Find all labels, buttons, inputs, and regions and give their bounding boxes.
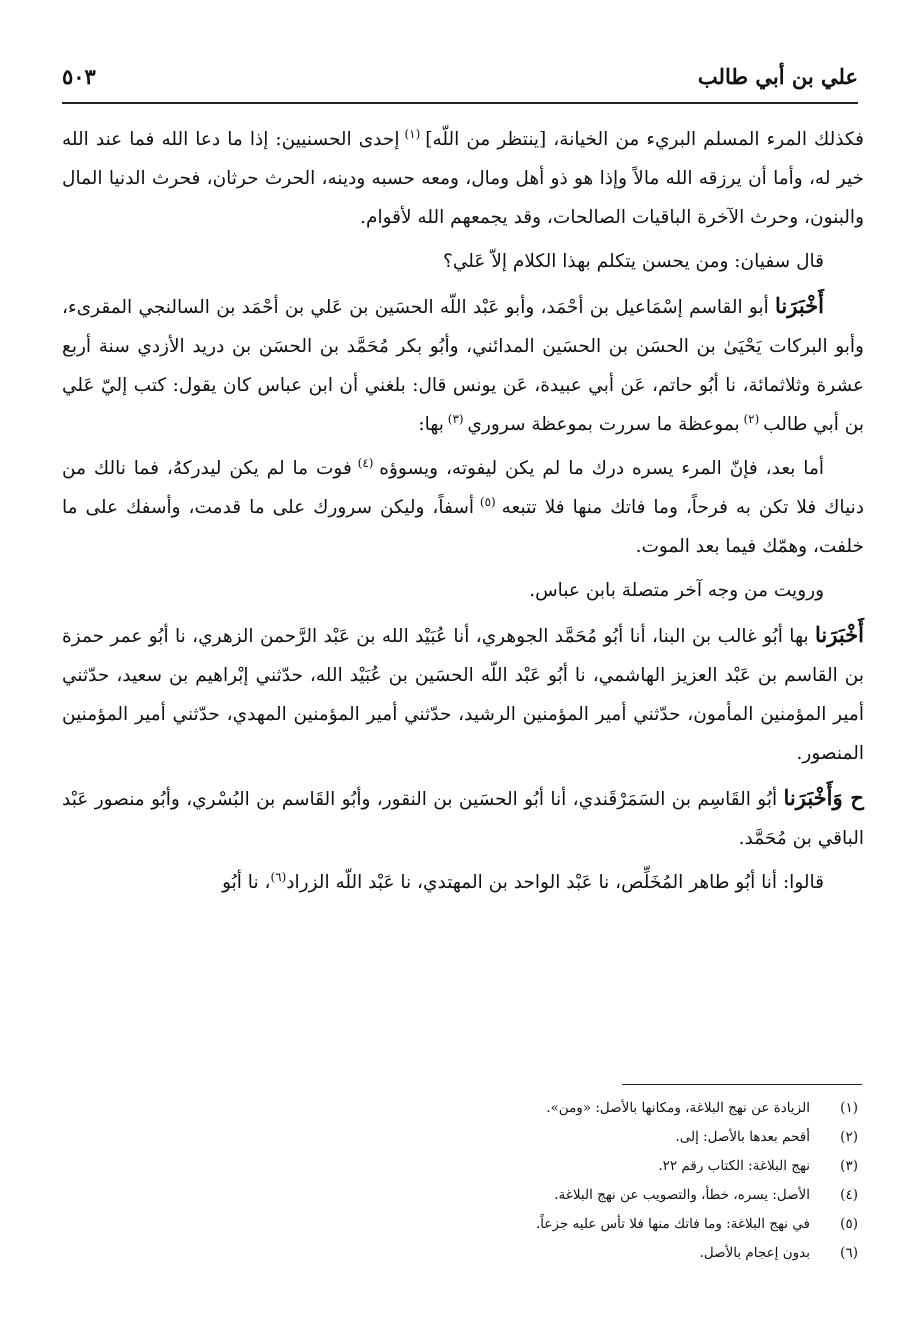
paragraph-text: أسفاً، وليكن سرورك على ما قدمت، وأسفك على ما خلفت، وهمّك فيما بعد الموت. bbox=[62, 497, 864, 557]
paragraph bbox=[62, 571, 864, 610]
footnote-text: في نهج البلاغة: وما فاتك منها فلا تأس عليه جزعاً. bbox=[535, 1216, 810, 1232]
footnote bbox=[62, 1239, 858, 1268]
paragraph bbox=[62, 863, 864, 902]
footnote-ref: (٤) bbox=[351, 455, 380, 470]
paragraph-text: إحدى الحسنيين: إذا ما دعا الله فما عند الله خير له، وأما أن يرزقه الله مالاً وإذا هو ذو أهل ومال، ومعه حسبه ودينه، الحرث حرثان، فحرث الدنيا المال والبنون، وحرث الآخرة الباقيات الصالحات، وقد يجمعهم الله لأقوام. bbox=[62, 129, 864, 228]
footnote-number: (٢) bbox=[840, 1129, 858, 1145]
footnote-number: (٤) bbox=[840, 1187, 858, 1203]
isnad-keyword: أَخْبَرَنا bbox=[775, 293, 824, 318]
footnote-ref: (٦) bbox=[270, 869, 287, 884]
footnote-ref: (١) bbox=[399, 126, 426, 141]
paragraph-text: أبو القاسم إسْمَاعيل بن أحْمَد، وأبو عَبْد اللّه الحسَين بن عَلي بن أحْمَد بن السالنجي المقرىء، وأبو البركات يَحْيَىٰ بن الحسَن بن الحسَين المدائني، وأبُو بكر مُحَمَّد بن الحسَن بن دريد الأزدي سنة أربع عشرة وثلاثمائة، نا أبُو حاتم، عَن أبي عبيدة، عَن يونس قال: بلغني أن ابن عباس كان يقول: كتب إليّ عَلي بن أبي طالب bbox=[62, 297, 864, 435]
footnote-separator bbox=[622, 1084, 862, 1085]
footnote-text: نهج البلاغة: الكتاب رقم ٢٢. bbox=[658, 1158, 810, 1174]
footnote bbox=[62, 1181, 858, 1210]
footnote bbox=[62, 1152, 858, 1181]
footnote-number: (١) bbox=[840, 1100, 858, 1116]
footnote-number: (٥) bbox=[840, 1216, 858, 1232]
paragraph-text: ورويت من وجه آخر متصلة بابن عباس. bbox=[529, 580, 824, 601]
isnad-keyword: أَخْبَرَنا bbox=[815, 622, 864, 647]
footnote-number: (٣) bbox=[840, 1158, 858, 1174]
paragraph bbox=[62, 615, 864, 773]
footnote-ref: (٣) bbox=[443, 411, 468, 426]
footnote-text: الزيادة عن نهج البلاغة، ومكانها بالأصل: «ومن». bbox=[546, 1100, 810, 1116]
paragraph-text: ، نا أبُو bbox=[222, 872, 271, 893]
paragraph-text: قال سفيان: ومن يحسن يتكلم بهذا الكلام إلاّ عَلي؟ bbox=[443, 251, 824, 272]
running-header bbox=[62, 62, 858, 104]
isnad-keyword: ح وَأَخْبَرَنا bbox=[783, 785, 864, 810]
footnote bbox=[62, 1094, 858, 1123]
footnotes bbox=[62, 1094, 858, 1268]
paragraph bbox=[62, 120, 864, 237]
footnote bbox=[62, 1210, 858, 1239]
footnote-ref: (٢) bbox=[739, 411, 764, 426]
paragraph-text: قالوا: أنا أبُو طاهر المُخَلِّص، نا عَبْد الواحد بن المهتدي، نا عَبْد اللّه الزراد bbox=[286, 872, 824, 893]
footnote-text: الأصل: يسره، خطأ، والتصويب عن نهج البلاغة. bbox=[554, 1187, 810, 1203]
paragraph bbox=[62, 778, 864, 858]
paragraph-text: أما بعد، فإنّ المرء يسره درك ما لم يكن ليفوته، ويسوؤه bbox=[379, 458, 824, 479]
paragraph-text: أبُو القَاسِم بن السَمَرْقَندي، أنا أبُو الحسَين بن النقور، وأبُو القَاسم بن البُسْري، وأبُو منصور عَبْد الباقي بن مُحَمَّد. bbox=[62, 789, 864, 849]
footnote-number: (٦) bbox=[840, 1245, 858, 1261]
paragraph-text: فكذلك المرء المسلم البريء من الخيانة، [ينتظر من اللّه] bbox=[425, 129, 864, 150]
paragraph-text: فوت ما لم يكن ليدركهُ، فما نالك من دنياك فلا تكن به فرحاً، وما فاتك منها فلا تتبعه bbox=[62, 458, 865, 518]
paragraph bbox=[62, 242, 864, 281]
footnote bbox=[62, 1123, 858, 1152]
footnote-text: بدون إعجام بالأصل. bbox=[699, 1245, 810, 1261]
paragraph-text: بموعظة ما سررت بموعظة سروري bbox=[467, 414, 740, 435]
paragraph-text: بها: bbox=[418, 414, 444, 435]
running-title: علي بن أبي طالب bbox=[697, 64, 858, 89]
footnote-ref: (٥) bbox=[473, 494, 502, 509]
paragraph-text: بها أبُو غالب بن البنا، أنا أبُو مُحَمَّد الجوهري، أنا عُبَيْد الله بن عَبْد الرَّحمن الزهري، نا أبُو عمر حمزة بن القاسم بن عَبْد العزيز الهاشمي، نا أبُو عَبْد اللّه الحسَين بن عُبَيْد الله، حدّثني إبْراهيم بن سعيد، حدّثني أمير المؤمنين المأمون، حدّثني أمير المؤمنين الرشيد، حدّثني أمير المؤمنين المهدي، حدّثني أمير المؤمنين المنصور. bbox=[62, 626, 864, 764]
paragraph bbox=[62, 286, 864, 444]
footnote-text: أقحم بعدها بالأصل: إلى. bbox=[675, 1129, 810, 1145]
paragraph bbox=[62, 449, 864, 566]
page-number: ٥٠٣ bbox=[62, 64, 96, 89]
main-text bbox=[62, 120, 864, 907]
